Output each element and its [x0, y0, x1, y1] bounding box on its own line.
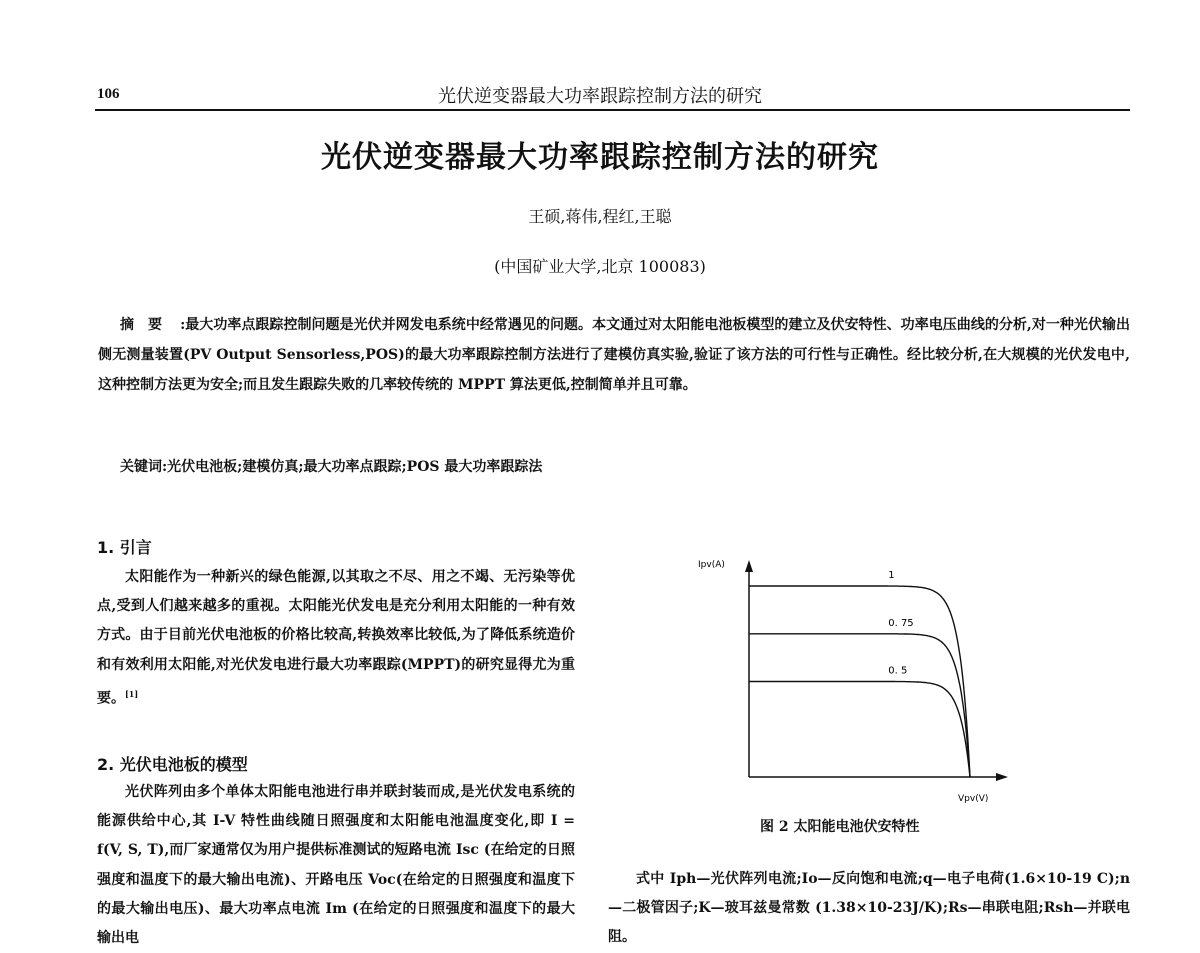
- x-axis-label: Vpv(V): [958, 794, 989, 804]
- abstract: [98, 311, 1130, 400]
- x-axis-arrow-icon: [996, 773, 1008, 781]
- curve-label: 0. 75: [888, 617, 914, 629]
- iv-characteristic-chart: [680, 550, 1040, 810]
- curve-label: 0. 5: [888, 665, 908, 677]
- section-model-text: 光伏阵列由多个单体太阳能电池进行串并联封装而成,是光伏发电系统的能源供给中心,其 I-V 特性曲线随日照强度和太阳能电池温度变化,即 I = f(V, S, T),而厂家通常仅为用户提供标准测试的短路电流 Isc (在给定的日照强度和温度下的最大输出电流)、开路电压 Voc(在给定的日照强度和温度下的最大输出电压)、最大功率点电流 Im (在给定的日照强度和温度下的最大输出电: [97, 784, 575, 947]
- paper-title: 光伏逆变器最大功率跟踪控制方法的研究: [321, 140, 879, 175]
- y-axis-label: Ipv(A): [698, 560, 725, 570]
- keywords: 关键词:光伏电池板;建模仿真;最大功率点跟踪;POS 最大功率跟踪法: [120, 459, 543, 475]
- affiliation: (中国矿业大学,北京 100083): [494, 257, 706, 276]
- y-axis-arrow-icon: [745, 560, 753, 572]
- intro-paragraph: 太阳能作为一种新兴的绿色能源,以其取之不尽、用之不竭、无污染等优点,受到人们越来越多的重视。太阳能光伏发电是充分利用太阳能的一种有效方式。由于目前光伏电池板的价格比较高,转换效率比较低,为了降低系统造价和有效利用太阳能,对光伏发电进行最大功率跟踪(MPPT)的研究显得尤为重要。: [97, 569, 575, 707]
- iv-curve-1: [749, 634, 970, 777]
- citation: [1]: [125, 688, 139, 699]
- section-intro-text: [97, 563, 575, 714]
- section-heading-model: 2. 光伏电池板的模型: [97, 755, 248, 774]
- figure-caption: 图 2 太阳能电池伏安特性: [760, 819, 920, 835]
- equation-legend-text: 式中 Iph—光伏阵列电流;Io—反向饱和电流;q—电子电荷(1.6×10-19 C);n—二极管因子;K—玻耳兹曼常数 (1.38×10-23J/K);Rs—串联电阻;Rsh—并联电阻。: [608, 871, 1130, 946]
- header-rule: [95, 109, 1130, 111]
- curve-label: 1: [888, 570, 895, 581]
- iv-curve-2: [749, 682, 970, 778]
- abstract-text: :最大功率点跟踪控制问题是光伏并网发电系统中经常遇见的问题。本文通过对太阳能电池板模型的建立及伏安特性、功率电压曲线的分析,对一种光伏输出侧无测量装置(PV Output Sensorless,POS)的最大功率跟踪控制方法进行了建模仿真实验,验证了该方法的可行性与正确性。经比较分析,在大规模的光伏发电中,这种控制方法更为安全;而且发生跟踪失败的几率较传统的 MPPT 算法更低,控制简单并且可靠。: [98, 317, 1130, 393]
- page-number: 106: [97, 86, 120, 102]
- running-title: 光伏逆变器最大功率跟踪控制方法的研究: [438, 86, 762, 107]
- authors: 王硕,蒋伟,程红,王聪: [528, 207, 672, 226]
- section-heading-intro: 1. 引言: [97, 538, 152, 557]
- abstract-label: 摘要: [120, 317, 177, 333]
